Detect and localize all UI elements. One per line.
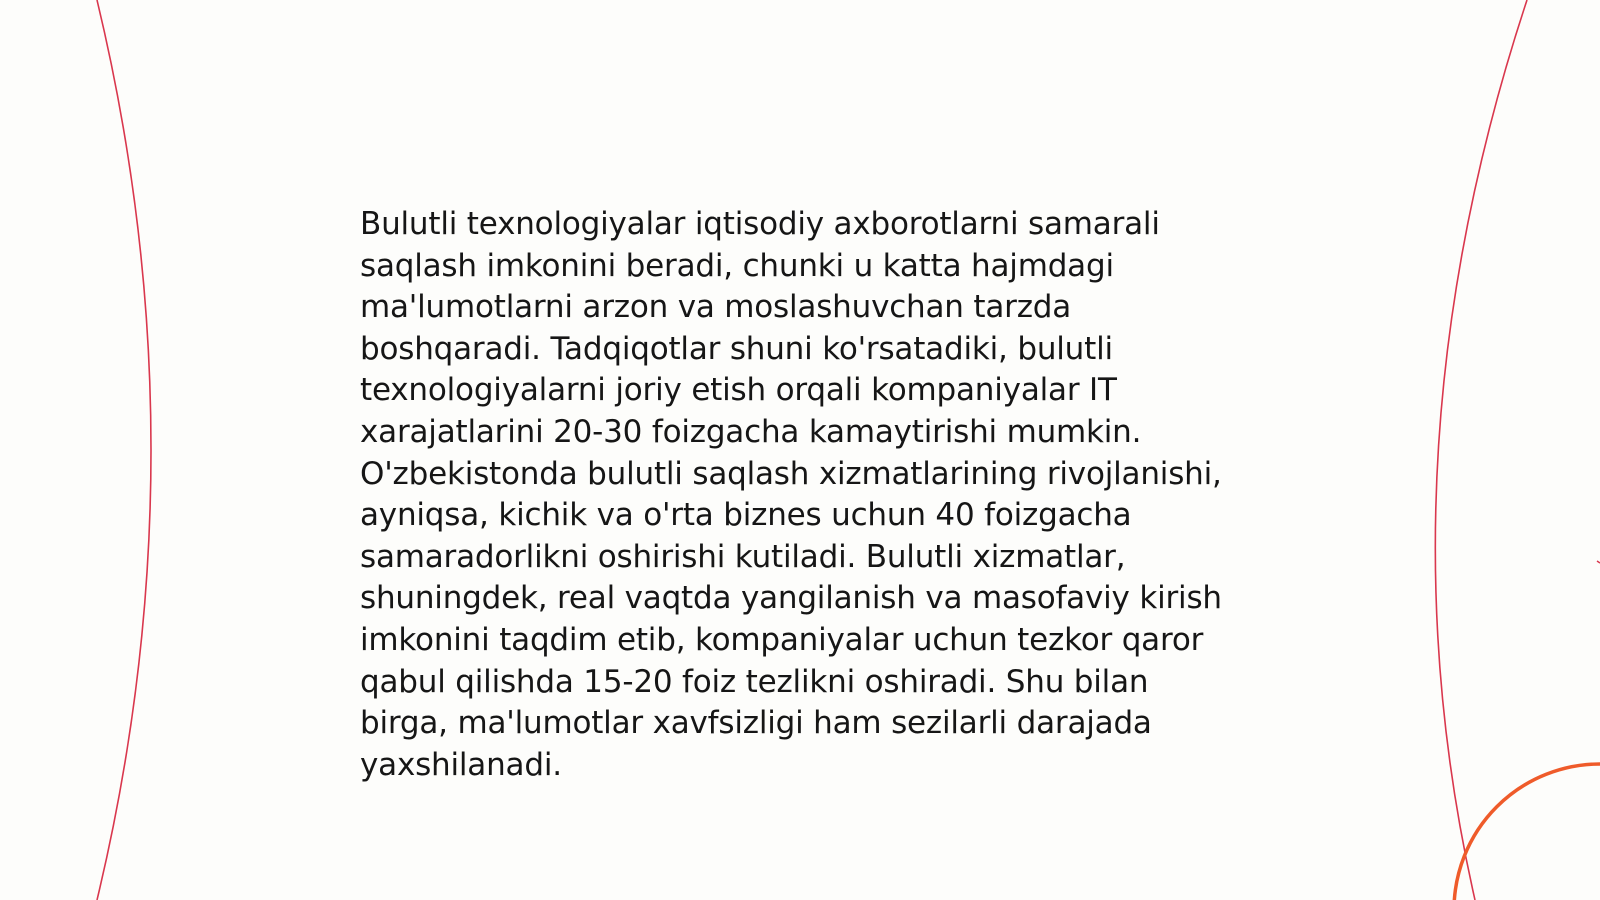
left-arc-line: [97, 0, 151, 900]
accent-circle-arc: [1454, 764, 1600, 900]
right-arc-line: [1435, 0, 1527, 900]
body-paragraph: Bulutli texnologiyalar iqtisodiy axborotlarni samarali saqlash imkonini beradi, chunki u katta hajmdagi ma'lumotlarni arzon va moslashuvchan tarzda boshqaradi. Tadqiqotlar shuni ko'rsatadiki, bulutli texnologiyalarni joriy etish orqali kompaniyalar IT xarajatlarini 20-30 foizgacha kamaytirishi mumkin. O'zbekistonda bulutli saqlash xizmatlarining rivojlanishi, ayniqsa, kichik va o'rta biznes uchun 40 foizgacha samaradorlikni oshirishi kutiladi. Bulutli xizmatlar, shuningdek, real vaqtda yangilanish va masofaviy kirish imkonini taqdim etib, kompaniyalar uchun tezkor qaror qabul qilishda 15-20 foiz tezlikni oshiradi. Shu bilan birga, ma'lumotlar xavfsizligi ham sezilarli darajada yaxshilanadi.: [360, 206, 1222, 783]
